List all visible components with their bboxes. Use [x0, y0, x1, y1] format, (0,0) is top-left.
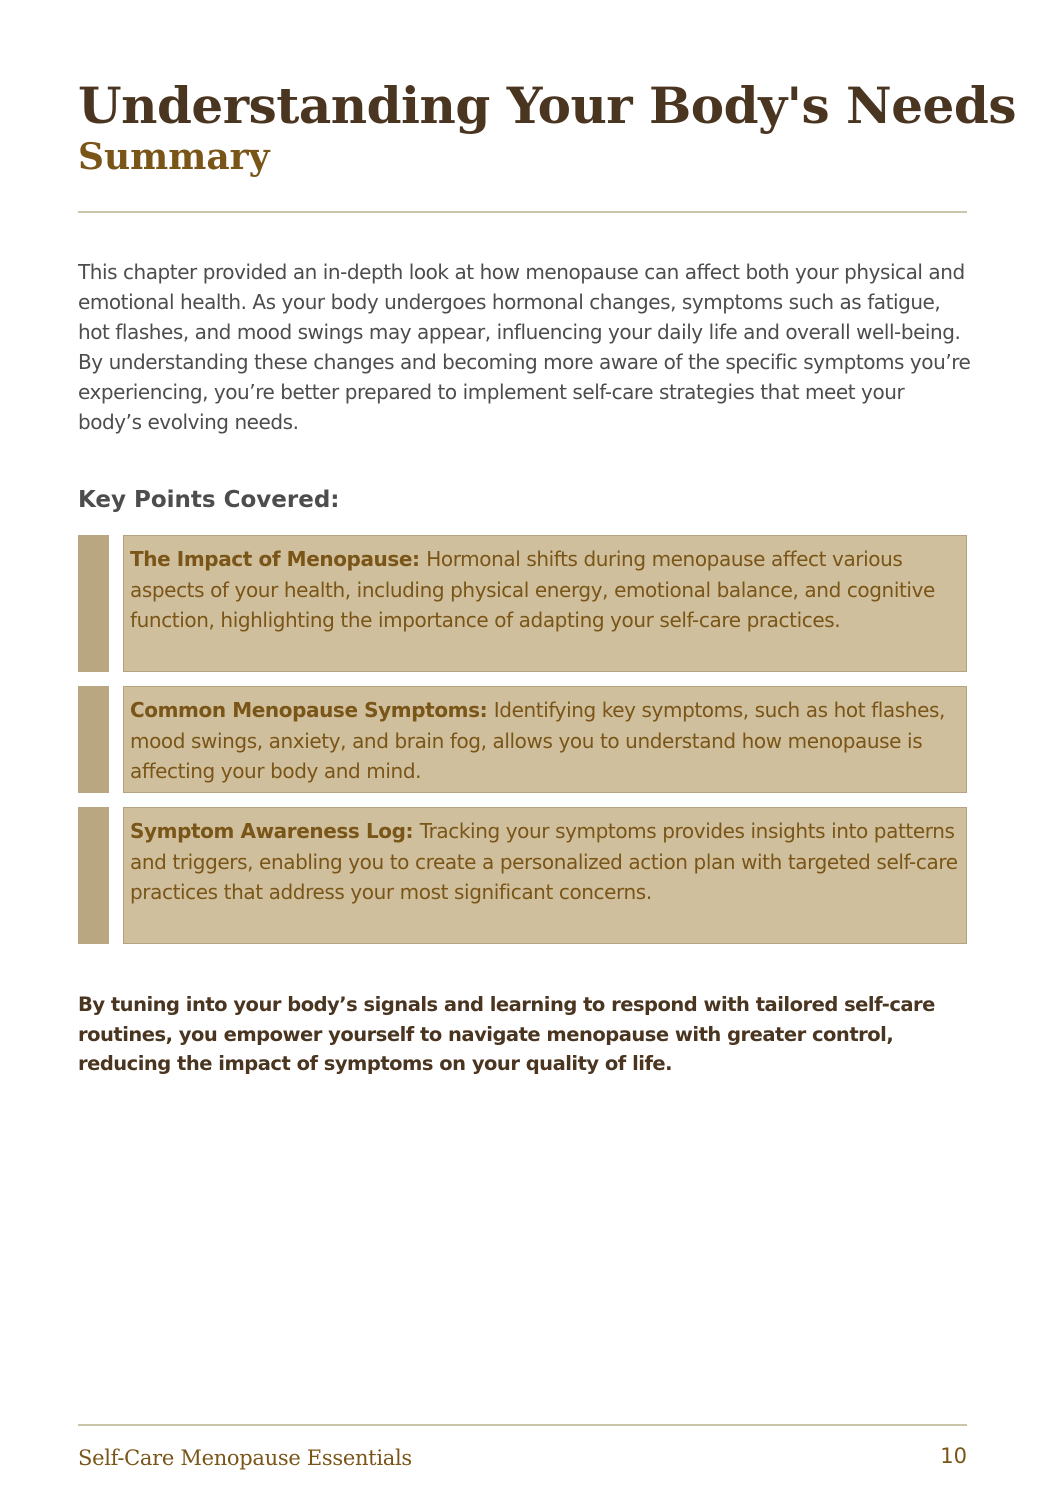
page-number: 10	[940, 1444, 967, 1468]
key-point-box	[123, 686, 967, 793]
key-point-description: Tracking your symptoms provides insights into patterns and triggers, enabling you to create a personalized action plan with targeted self-care practices that address your most significant concerns.	[130, 819, 958, 904]
key-point-description: Identifying key symptoms, such as hot flashes, mood swings, anxiety, and brain fog, allows you to understand how menopause is affecting your body and mind.	[130, 698, 945, 783]
key-point-marker	[78, 535, 109, 672]
key-point-item	[78, 686, 967, 793]
header-divider	[78, 211, 967, 213]
key-point-item	[78, 807, 967, 944]
footer-book-title: Self-Care Menopause Essentials	[78, 1446, 412, 1470]
key-points-heading: Key Points Covered:	[78, 487, 340, 513]
key-point-title: The Impact of Menopause:	[130, 547, 427, 571]
page-subtitle: Summary	[78, 136, 270, 178]
key-point-description: Hormonal shifts during menopause affect various aspects of your health, including physical energy, emotional balance, and cognitive function, highlighting the importance of adapting your self-care practices.	[130, 547, 935, 632]
key-point-title: Common Menopause Symptoms:	[130, 698, 494, 722]
footer-divider	[78, 1424, 967, 1426]
closing-statement: By tuning into your body’s signals and learning to respond with tailored self-care routines, you empower yourself to navigate menopause with greater control, reducing the impact of symptoms on your quality of life.	[78, 993, 935, 1075]
intro-paragraph: This chapter provided an in-depth look at how menopause can affect both your physical and emotional health. As your body undergoes hormonal changes, symptoms such as fatigue, hot flashes, and mood swings may appear, influencing your daily life and overall well-being. By understanding these changes and becoming more aware of the specific symptoms you’re experiencing, you’re better prepared to implement self-care strategies that meet your body’s evolving needs.	[78, 260, 971, 434]
page-title: Understanding Your Body's Needs	[78, 76, 1016, 135]
key-point-title: Symptom Awareness Log:	[130, 819, 420, 843]
key-point-marker	[78, 807, 109, 944]
key-point-box	[123, 807, 967, 944]
key-point-box	[123, 535, 967, 672]
key-point-marker	[78, 686, 109, 793]
key-point-item	[78, 535, 967, 672]
